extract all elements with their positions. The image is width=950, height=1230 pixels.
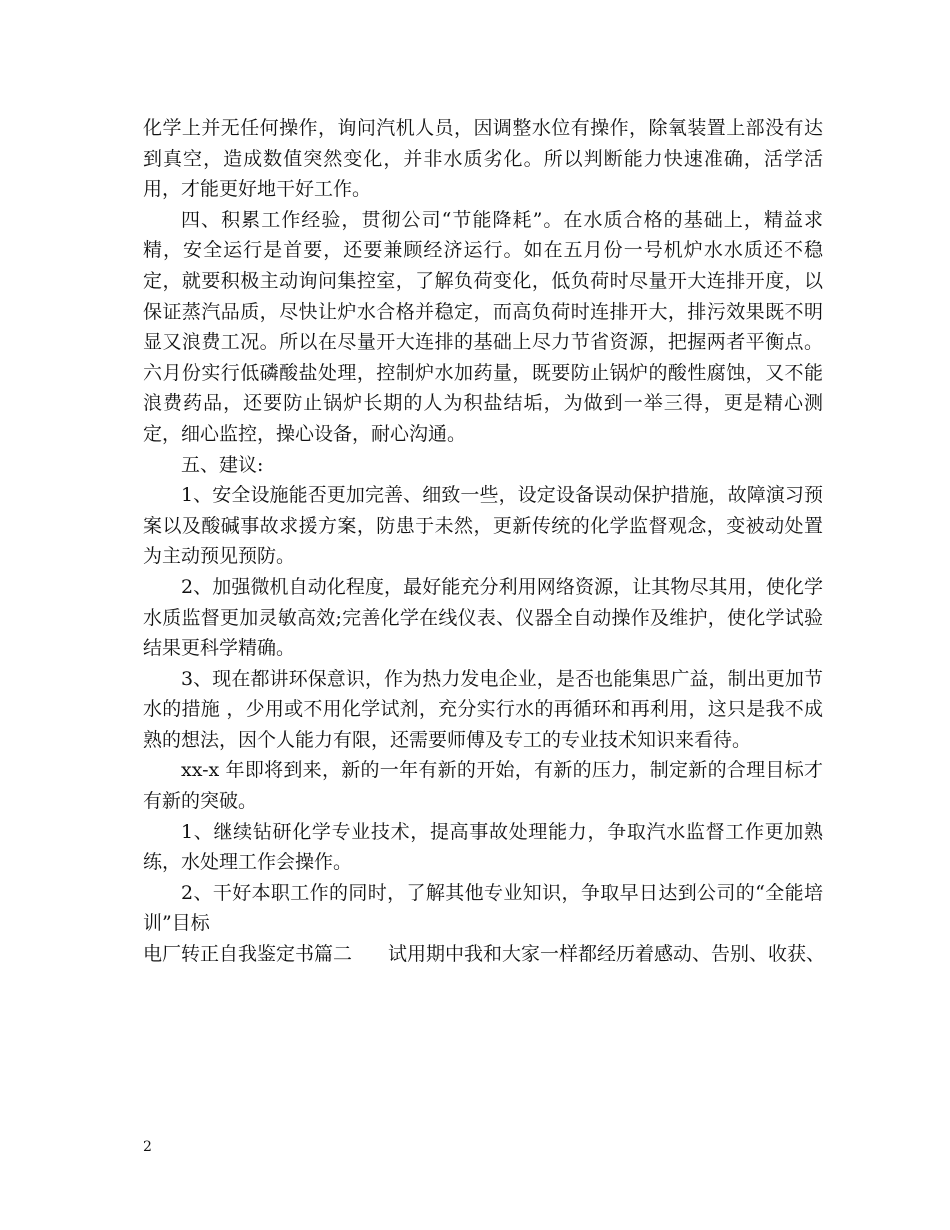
paragraph-3: 五、建议: — [181, 453, 264, 476]
next-section-title: 电厂转正自我鉴定书篇二 — [143, 943, 353, 966]
paragraph-4: 1、安全设施能否更加完善、细致一些，设定设备误动保护措施，故障演习预案以及酸碱事故求援方案，防患于未然，更新传统的化学监督观念，变被动处置为主动预见预防。 — [143, 484, 823, 568]
paragraph-1: 化学上并无任何操作，询问汽机人员，因调整水位有操作，除氧装置上部没有达到真空，造成数值突然变化，并非水质劣化。所以判断能力快速准确，活学活用，才能更好地干好工作。 — [143, 117, 823, 201]
next-section-line — [143, 939, 826, 970]
paragraph-6: 3、现在都讲环保意识，作为热力发电企业，是否也能集思广益，制出更加节水的措施 ，少用或不用化学试剂，充分实行水的再循环和再利用，这只是我不成熟的想法，因个人能力有限，还需要师傅及专工的专业技术知识来看待。 — [143, 667, 823, 751]
paragraph-7: xx-x 年即将到来，新的一年有新的开始，有新的压力，制定新的合理目标才有新的突破。 — [143, 759, 823, 813]
page-number: 2 — [143, 1139, 152, 1155]
paragraph-2: 四、积累工作经验，贯彻公司“节能降耗”。在水质合格的基础上，精益求精，安全运行是首要，还要兼顾经济运行。如在五月份一号机炉水水质还不稳定，就要积极主动询问集控室，了解负荷变化，低负荷时尽量开大连排开度，以保证蒸汽品质，尽快让炉水合格并稳定，而高负荷时连排开大，排污效果既不明显又浪费工况。所以在尽量开大连排的基础上尽力节省资源，把握两者平衡点。六月份实行低磷酸盐处理，控制炉水加药量，既要防止锅炉的酸性腐蚀，又不能浪费药品，还要防止锅炉长期的人为积盐结垢，为做到一举三得，更是精心测定，细心监控，操心设备，耐心沟通。 — [143, 208, 823, 445]
paragraph-9: 2、干好本职工作的同时，了解其他专业知识，争取早日达到公司的“全能培训”目标 — [143, 881, 823, 935]
paragraph-8: 1、继续钻研化学专业技术，提高事故处理能力，争取汽水监督工作更加熟练，水处理工作会操作。 — [143, 820, 823, 874]
document-body — [143, 113, 826, 970]
next-section-text: 试用期中我和大家一样都经历着感动、告别、收获、 — [388, 943, 826, 966]
paragraph-5: 2、加强微机自动化程度，最好能充分利用网络资源，让其物尽其用，使化学水质监督更加灵敏高效;完善化学在线仪表、仪器全自动操作及维护，使化学试验结果更科学精确。 — [143, 575, 823, 660]
